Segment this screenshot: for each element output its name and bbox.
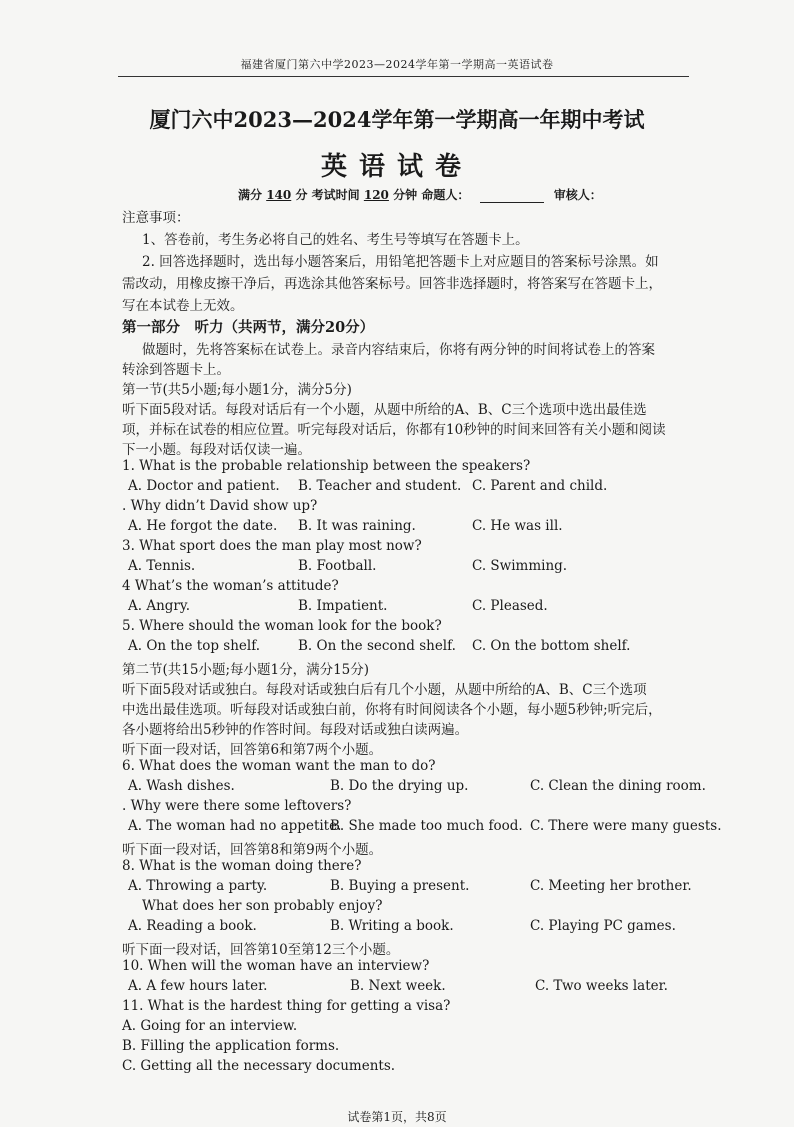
part1-intro-line-1: 做题时，先将答案标在试卷上。录音内容结束后，你将有两分钟的时间将试卷上的答案 (142, 342, 655, 358)
question-5-option-b: B. On the second shelf. (298, 638, 456, 654)
question-3-option-b: B. Football. (298, 558, 377, 574)
full-score-value: 140 (266, 188, 292, 202)
question-10-option-a: A. A few hours later. (128, 978, 268, 994)
question-2-option-b: B. It was raining. (298, 518, 416, 534)
question-9-option-b: B. Writing a book. (330, 918, 454, 934)
page-footer: 试卷第1页，共8页 (347, 1110, 447, 1124)
notice-item-2-line-1: 2. 回答选择题时，选出每小题答案后，用铅笔把答题卡上对应题目的答案标号涂黑。如 (142, 254, 659, 270)
author-label: 命题人： (421, 188, 470, 202)
section1-line-1: 听下面5段对话。每段对话后有一个小题，从题中所给的A、B、C三个选项中选出最佳选 (122, 402, 647, 418)
question-8-option-c: C. Meeting her brother. (530, 878, 692, 894)
section2-line-2: 中选出最佳选项。听每段对话或独白前，你将有时间阅读各个小题，每小题5秒钟;听完后， (122, 702, 662, 718)
question-7: . Why were there some leftovers? (122, 798, 352, 814)
time-value: 120 (363, 188, 389, 202)
question-4: 4 What’s the woman’s attitude? (122, 578, 339, 594)
group-instruction-3: 听下面一段对话，回答第10至第12三个小题。 (122, 942, 400, 958)
question-2: . Why didn’t David show up? (122, 498, 318, 514)
question-11-option-a: A. Going for an interview. (122, 1018, 298, 1034)
question-9-option-a: A. Reading a book. (128, 918, 257, 934)
question-9-option-c: C. Playing PC games. (530, 918, 676, 934)
question-1-option-a: A. Doctor and patient. (128, 478, 280, 494)
question-1: 1. What is the probable relationship between the speakers? (122, 458, 531, 474)
question-10: 10. When will the woman have an interview? (122, 958, 430, 974)
question-8: 8. What is the woman doing there? (122, 858, 362, 874)
section2-line-3: 各小题将给出5秒钟的作答时间。每段对话或独白读两遍。 (122, 722, 469, 738)
question-11: 11. What is the hardest thing for getting a visa? (122, 998, 451, 1014)
notice-item-2-line-2: 需改动，用橡皮擦干净后，再选涂其他答案标号。回答非选择题时，将答案写在答题卡上， (122, 276, 662, 292)
running-header: 福建省厦门第六中学2023—2024学年第一学期高一英语试卷 (240, 58, 554, 71)
question-5: 5. Where should the woman look for the book? (122, 618, 442, 634)
question-5-option-c: C. On the bottom shelf. (472, 638, 631, 654)
time-label: 考试时间 (311, 188, 360, 202)
question-10-option-b: B. Next week. (350, 978, 446, 994)
question-4-option-b: B. Impatient. (298, 598, 388, 614)
notice-item-1: 1、答卷前，考生务必将自己的姓名、考生号等填写在答题卡上。 (142, 232, 529, 248)
question-3-option-c: C. Swimming. (472, 558, 568, 574)
question-9: What does her son probably enjoy? (142, 898, 383, 914)
question-3-option-a: A. Tennis. (128, 558, 196, 574)
exam-title: 厦门六中2023—2024学年第一学期高一年期中考试 (149, 107, 645, 132)
question-6-option-c: C. Clean the dining room. (530, 778, 706, 794)
question-2-option-a: A. He forgot the date. (128, 518, 278, 534)
question-6-option-a: A. Wash dishes. (128, 778, 235, 794)
question-1-option-b: B. Teacher and student. (298, 478, 462, 494)
section1-line-3: 下一小题。每段对话仅读一遍。 (122, 442, 311, 458)
time-unit: 分钟 (393, 188, 418, 202)
part1-intro-line-2: 转涂到答题卡上。 (122, 362, 230, 378)
reviewer-label: 审核人： (553, 188, 602, 202)
question-7-option-b: B. She made too much food. (330, 818, 523, 834)
question-11-option-b: B. Filling the application forms. (122, 1038, 340, 1054)
notice-heading: 注意事项： (122, 210, 190, 226)
author-blank (480, 192, 544, 203)
question-8-option-b: B. Buying a present. (330, 878, 470, 894)
question-3: 3. What sport does the man play most now? (122, 538, 422, 554)
group-instruction-2: 听下面一段对话，回答第8和第9两个小题。 (122, 842, 383, 858)
question-7-option-c: C. There were many guests. (530, 818, 722, 834)
question-1-option-c: C. Parent and child. (472, 478, 608, 494)
question-8-option-a: A. Throwing a party. (128, 878, 268, 894)
question-4-option-c: C. Pleased. (472, 598, 548, 614)
question-2-option-c: C. He was ill. (472, 518, 563, 534)
full-score-label: 满分 (238, 188, 263, 202)
section2-heading: 第二节(共15小题;每小题1分，满分15分) (122, 662, 370, 678)
question-10-option-c: C. Two weeks later. (535, 978, 668, 994)
score-unit: 分 (295, 188, 308, 202)
question-6-option-b: B. Do the drying up. (330, 778, 469, 794)
section2-line-1: 听下面5段对话或独白。每段对话或独白后有几个小题，从题中所给的A、B、C三个选项 (122, 682, 647, 698)
part1-heading: 第一部分 听力（共两节，满分20分） (122, 319, 375, 336)
exam-subtitle: 英语试卷 (320, 152, 473, 182)
section1-line-2: 项，并标在试卷的相应位置。听完每段对话后，你都有10秒钟的时间来回答有关小题和阅读 (122, 422, 666, 438)
notice-item-2-line-3: 写在本试卷上无效。 (122, 298, 244, 314)
header-rule (118, 76, 689, 77)
question-11-option-c: C. Getting all the necessary documents. (122, 1058, 396, 1074)
question-5-option-a: A. On the top shelf. (128, 638, 261, 654)
question-7-option-a: A. The woman had no appetite. (128, 818, 342, 834)
question-6: 6. What does the woman want the man to do? (122, 758, 436, 774)
group-instruction-1: 听下面一段对话，回答第6和第7两个小题。 (122, 742, 383, 758)
section1-heading: 第一节(共5小题;每小题1分，满分5分) (122, 382, 352, 398)
question-4-option-a: A. Angry. (128, 598, 190, 614)
exam-meta (238, 186, 602, 203)
